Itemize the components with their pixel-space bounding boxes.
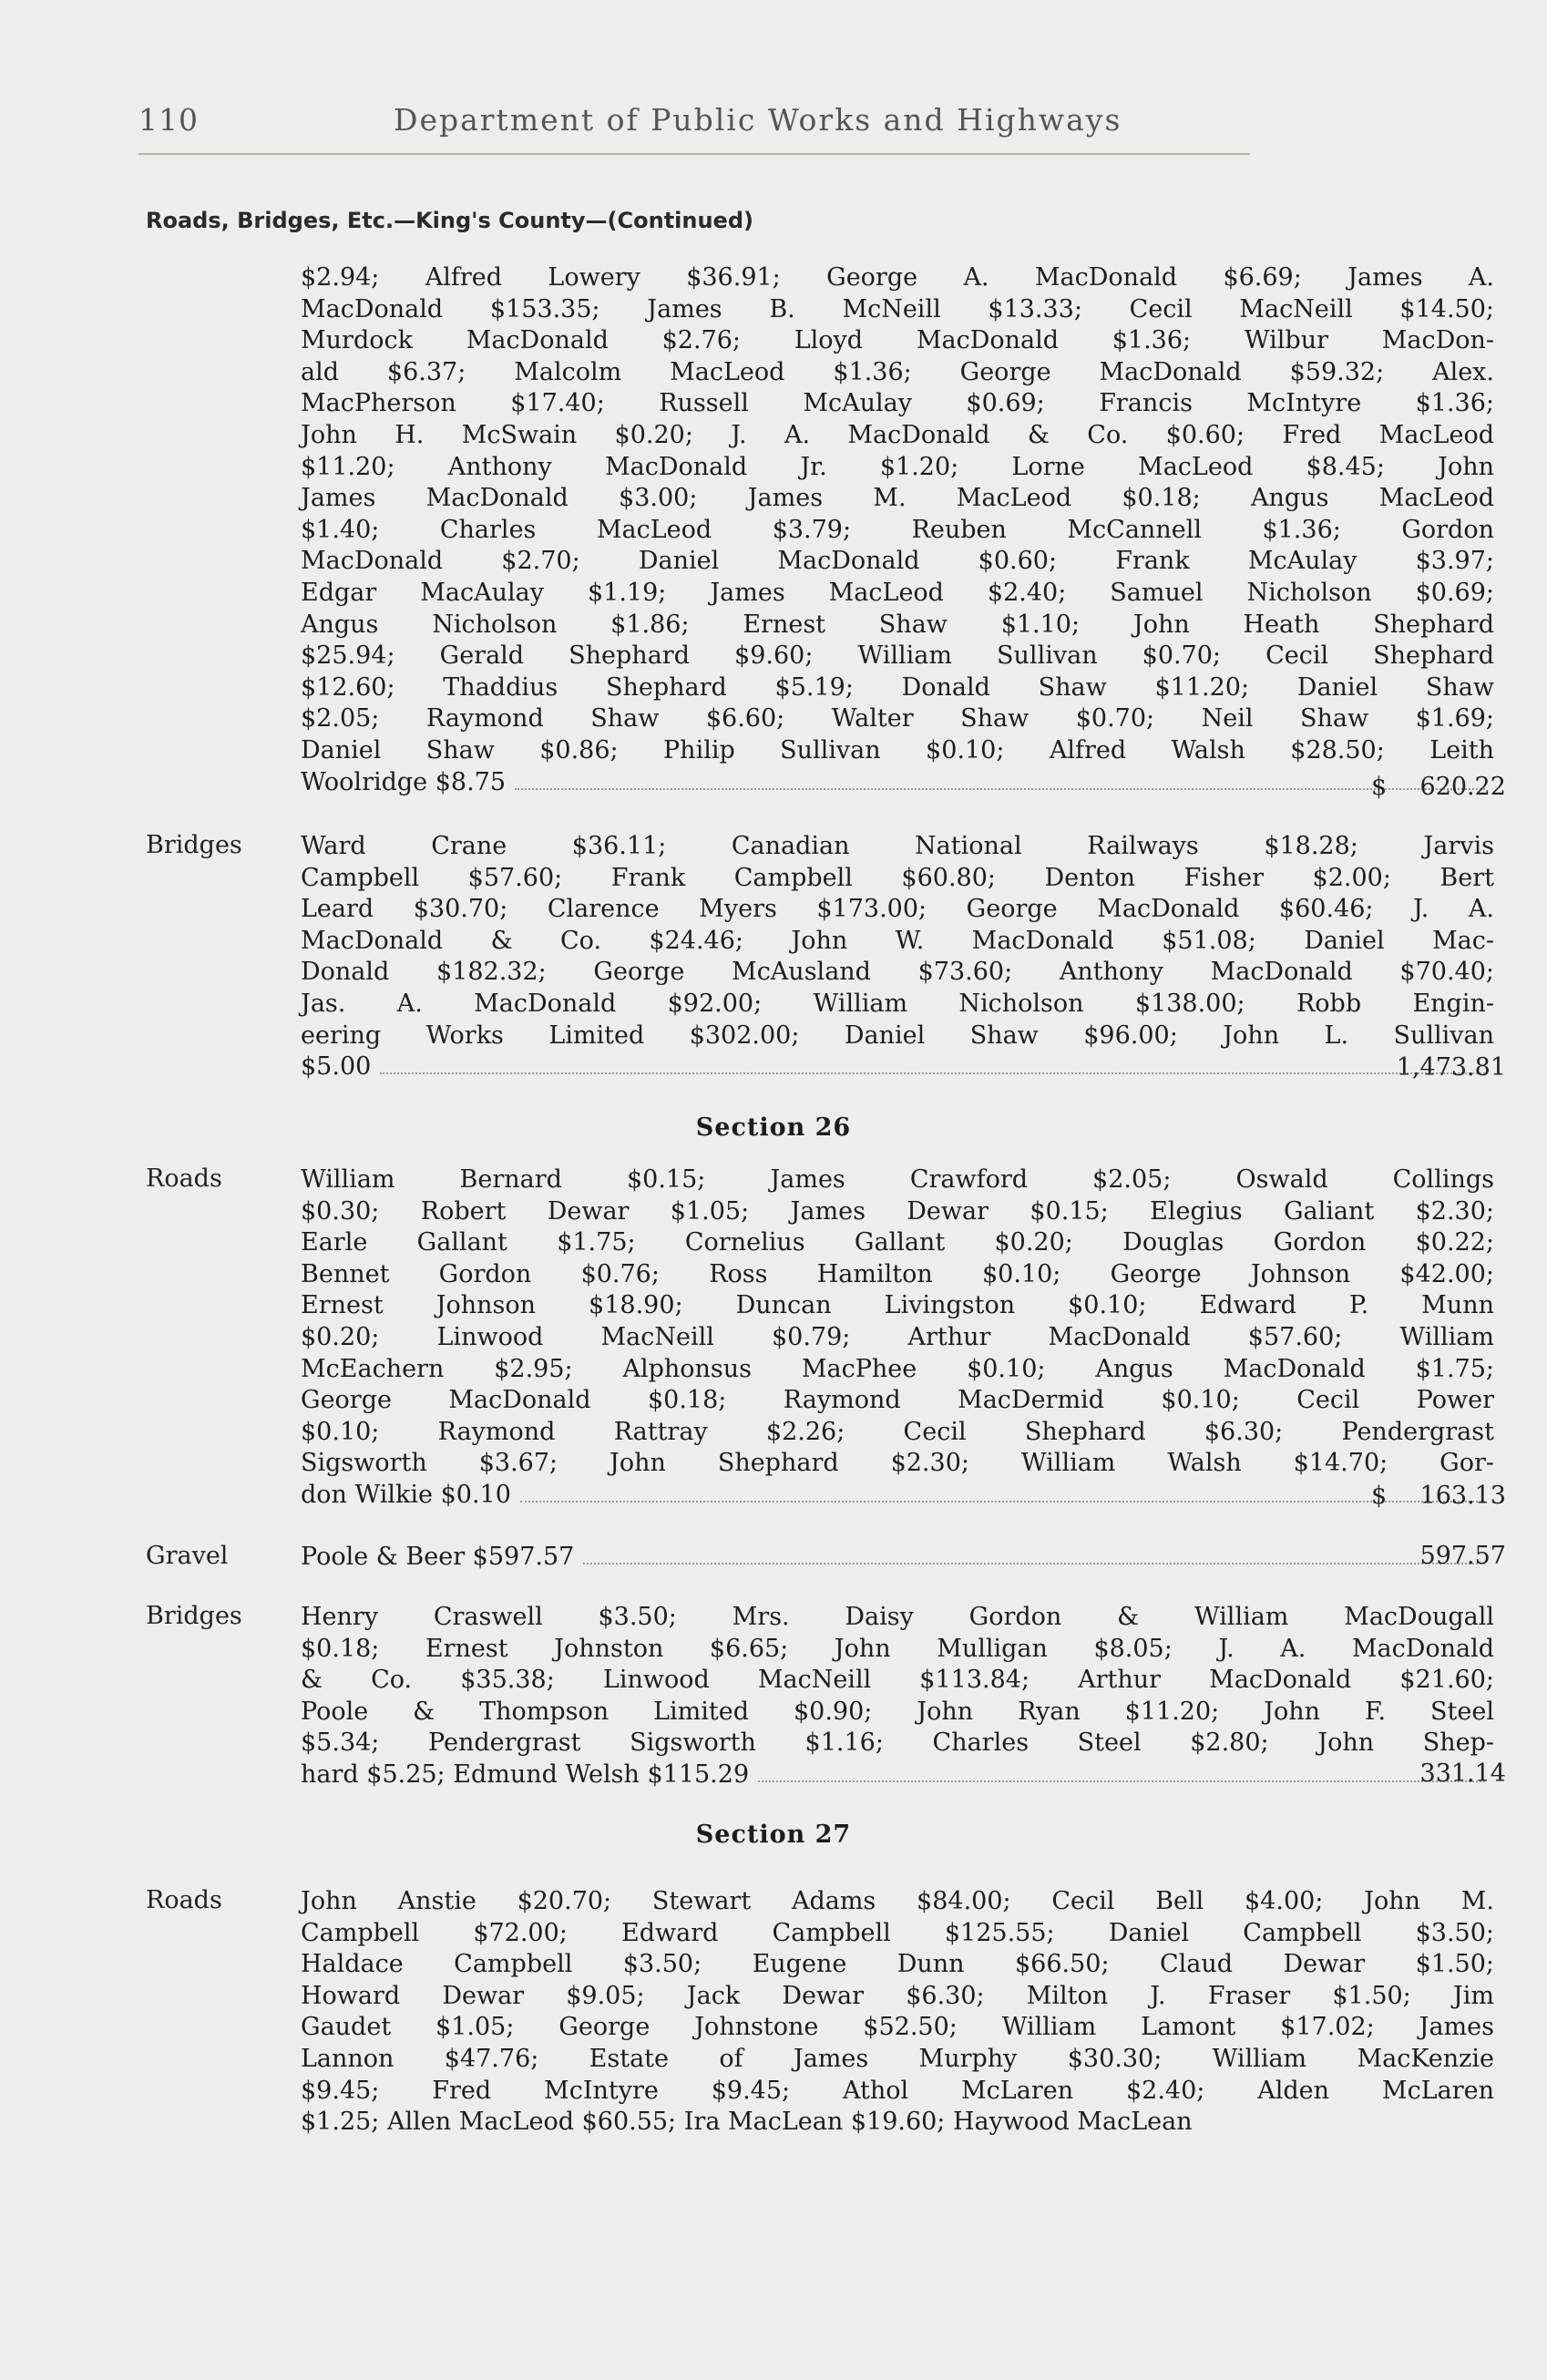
amount-value: 331.14 [1419, 1759, 1506, 1788]
page-number: 110 [138, 102, 199, 138]
entry-line: Jas. A. MacDonald $92.00; William Nicholson $138.00; Robb Engin- [301, 989, 1494, 1018]
amount-value: 163.13 [1419, 1482, 1506, 1510]
entry-text [301, 1886, 1494, 2139]
entry-line: MacDonald $2.70; Daniel MacDonald $0.60; Frank McAulay $3.97; [301, 547, 1494, 576]
leader-dots [520, 1501, 1485, 1503]
entry-line: $11.20; Anthony MacDonald Jr. $1.20; Lorne MacLeod $8.45; John [301, 452, 1494, 481]
leader-dots [380, 1072, 1485, 1074]
entry-line: Edgar MacAulay $1.19; James MacLeod $2.40; Samuel Nicholson $0.69; [301, 578, 1494, 607]
entry-line: McEachern $2.95; Alphonsus MacPhee $0.10; Angus MacDonald $1.75; [301, 1354, 1494, 1383]
entry-line: $1.25; Allen MacLeod $60.55; Ira MacLean $19.60; Haywood MacLean [301, 2108, 1193, 2137]
amount-value: 597.57 [1419, 1542, 1506, 1570]
entry-line: William Bernard $0.15; James Crawford $2.05; Oswald Collings [301, 1165, 1494, 1194]
entry-line: ald $6.37; Malcolm MacLeod $1.36; George MacDonald $59.32; Alex. [301, 357, 1494, 386]
entry-line: George MacDonald $0.18; Raymond MacDermid $0.10; Cecil Power [301, 1386, 1494, 1415]
entry-line: $0.30; Robert Dewar $1.05; James Dewar $0.15; Elegius Galiant $2.30; [301, 1196, 1494, 1226]
entry-line: $25.94; Gerald Shephard $9.60; William Sullivan $0.70; Cecil Shephard [301, 641, 1494, 671]
entry-line: MacDonald $153.35; James B. McNeill $13.33; Cecil MacNeill $14.50; [301, 294, 1494, 323]
continued-heading: Roads, Bridges, Etc.—King's County—(Continued) [146, 208, 753, 233]
entry-line [301, 1759, 1494, 1791]
leader-dots [758, 1780, 1485, 1782]
header-rule [138, 153, 1250, 155]
entry-line: eering Works Limited $302.00; Daniel Shaw $96.00; John L. Sullivan [301, 1021, 1494, 1050]
section-heading: Section 27 [695, 1821, 852, 1849]
entry-text [301, 831, 1494, 1083]
entry-label: Gravel [146, 1542, 229, 1570]
entry-line: James MacDonald $3.00; James M. MacLeod $0.18; Angus MacLeod [301, 484, 1494, 513]
entry-line: John H. McSwain $0.20; J. A. MacDonald & Co. $0.60; Fred MacLeod [301, 420, 1494, 449]
entry-line: Howard Dewar $9.05; Jack Dewar $6.30; Milton J. Fraser $1.50; Jim [301, 1981, 1494, 2010]
entry-line: Earle Gallant $1.75; Cornelius Gallant $0.20; Douglas Gordon $0.22; [301, 1228, 1494, 1257]
entry-line: $0.20; Linwood MacNeill $0.79; Arthur MacDonald $57.60; William [301, 1322, 1494, 1351]
amount-value: 1,473.81 [1396, 1053, 1506, 1082]
entry-line: $2.94; Alfred Lowery $36.91; George A. MacDonald $6.69; James A. [301, 263, 1494, 292]
entry-line: Campbell $57.60; Frank Campbell $60.80; Denton Fisher $2.00; Bert [301, 863, 1494, 892]
entry-line: $5.34; Pendergrast Sigsworth $1.16; Charles Steel $2.80; John Shep- [301, 1729, 1494, 1758]
entry-line: Angus Nicholson $1.86; Ernest Shaw $1.10; John Heath Shephard [301, 610, 1494, 639]
entry-text [301, 1602, 1494, 1791]
dollar-sign: $ [1371, 1482, 1388, 1510]
entry-line: Gaudet $1.05; George Johnstone $52.50; William Lamont $17.02; James [301, 2013, 1494, 2042]
entry-line: Sigsworth $3.67; John Shephard $2.30; William Walsh $14.70; Gor- [301, 1449, 1494, 1478]
entry-line: Bennet Gordon $0.76; Ross Hamilton $0.10; George Johnson $42.00; [301, 1259, 1494, 1288]
amount-value: 620.22 [1419, 773, 1506, 801]
dollar-sign: $ [1371, 773, 1388, 801]
entry-line: Henry Craswell $3.50; Mrs. Daisy Gordon & William MacDougall [301, 1603, 1494, 1631]
entry-line [301, 767, 1494, 799]
entry-line: Haldace Campbell $3.50; Eugene Dunn $66.50; Claud Dewar $1.50; [301, 1950, 1494, 1979]
entry-line: $1.40; Charles MacLeod $3.79; Reuben McCannell $1.36; Gordon [301, 515, 1494, 544]
entry-line: MacPherson $17.40; Russell McAulay $0.69; Francis McIntyre $1.36; [301, 389, 1494, 418]
leader-dots [515, 788, 1485, 790]
entry-line: Poole & Thompson Limited $0.90; John Ryan $11.20; John F. Steel [301, 1697, 1494, 1726]
entry-label: Bridges [146, 1602, 242, 1630]
entry-line: Daniel Shaw $0.86; Philip Sullivan $0.10; Alfred Walsh $28.50; Leith [301, 735, 1494, 764]
running-head [138, 102, 1250, 148]
running-title: Department of Public Works and Highways [394, 102, 1122, 138]
entry-line: Donald $182.32; George McAusland $73.60; Anthony MacDonald $70.40; [301, 958, 1494, 987]
entry-line: John Anstie $20.70; Stewart Adams $84.00; Cecil Bell $4.00; John M. [301, 1887, 1494, 1915]
entry-line [301, 1480, 1494, 1512]
entry-text [301, 1542, 1494, 1574]
entry-line: Lannon $47.76; Estate of James Murphy $30.30; William MacKenzie [301, 2044, 1494, 2073]
entry-line-text: Poole & Beer $597.57 [301, 1543, 575, 1571]
entry-line: Ernest Johnson $18.90; Duncan Livingston $0.10; Edward P. Munn [301, 1291, 1494, 1320]
entry-line-text: Woolridge $8.75 [301, 767, 507, 796]
entry-line [301, 1052, 1494, 1083]
entry-line: $0.18; Ernest Johnston $6.65; John Mulligan $8.05; J. A. MacDonald [301, 1634, 1494, 1663]
entry-label: Roads [146, 1886, 222, 1914]
entry-line: & Co. $35.38; Linwood MacNeill $113.84; Arthur MacDonald $21.60; [301, 1666, 1494, 1695]
entry-label: Roads [146, 1164, 222, 1193]
entry-line-text: don Wilkie $0.10 [301, 1480, 511, 1509]
section-heading: Section 26 [695, 1113, 852, 1142]
entry-line: $0.10; Raymond Rattray $2.26; Cecil Shephard $6.30; Pendergrast [301, 1417, 1494, 1446]
entry-line: $12.60; Thaddius Shephard $5.19; Donald Shaw $11.20; Daniel Shaw [301, 672, 1494, 702]
entry-text [301, 262, 1494, 798]
leader-dots [583, 1563, 1485, 1564]
entry-line: $9.45; Fred McIntyre $9.45; Athol McLaren $2.40; Alden McLaren [301, 2076, 1494, 2105]
entry-line: MacDonald & Co. $24.46; John W. MacDonald $51.08; Daniel Mac- [301, 926, 1494, 955]
entry-line: Leard $30.70; Clarence Myers $173.00; George MacDonald $60.46; J. A. [301, 895, 1494, 924]
entry-line: Murdock MacDonald $2.76; Lloyd MacDonald $1.36; Wilbur MacDon- [301, 326, 1494, 355]
entry-line-text: $5.00 [301, 1052, 372, 1082]
entry-line-text: hard $5.25; Edmund Welsh $115.29 [301, 1759, 750, 1789]
entry-line: Campbell $72.00; Edward Campbell $125.55; Daniel Campbell $3.50; [301, 1918, 1494, 1947]
entry-label: Bridges [146, 831, 242, 859]
entry-line: Ward Crane $36.11; Canadian National Railways $18.28; Jarvis [301, 832, 1494, 860]
entry-line [301, 1542, 1494, 1574]
entry-line: $2.05; Raymond Shaw $6.60; Walter Shaw $0.70; Neil Shaw $1.69; [301, 704, 1494, 733]
entry-text [301, 1164, 1494, 1512]
